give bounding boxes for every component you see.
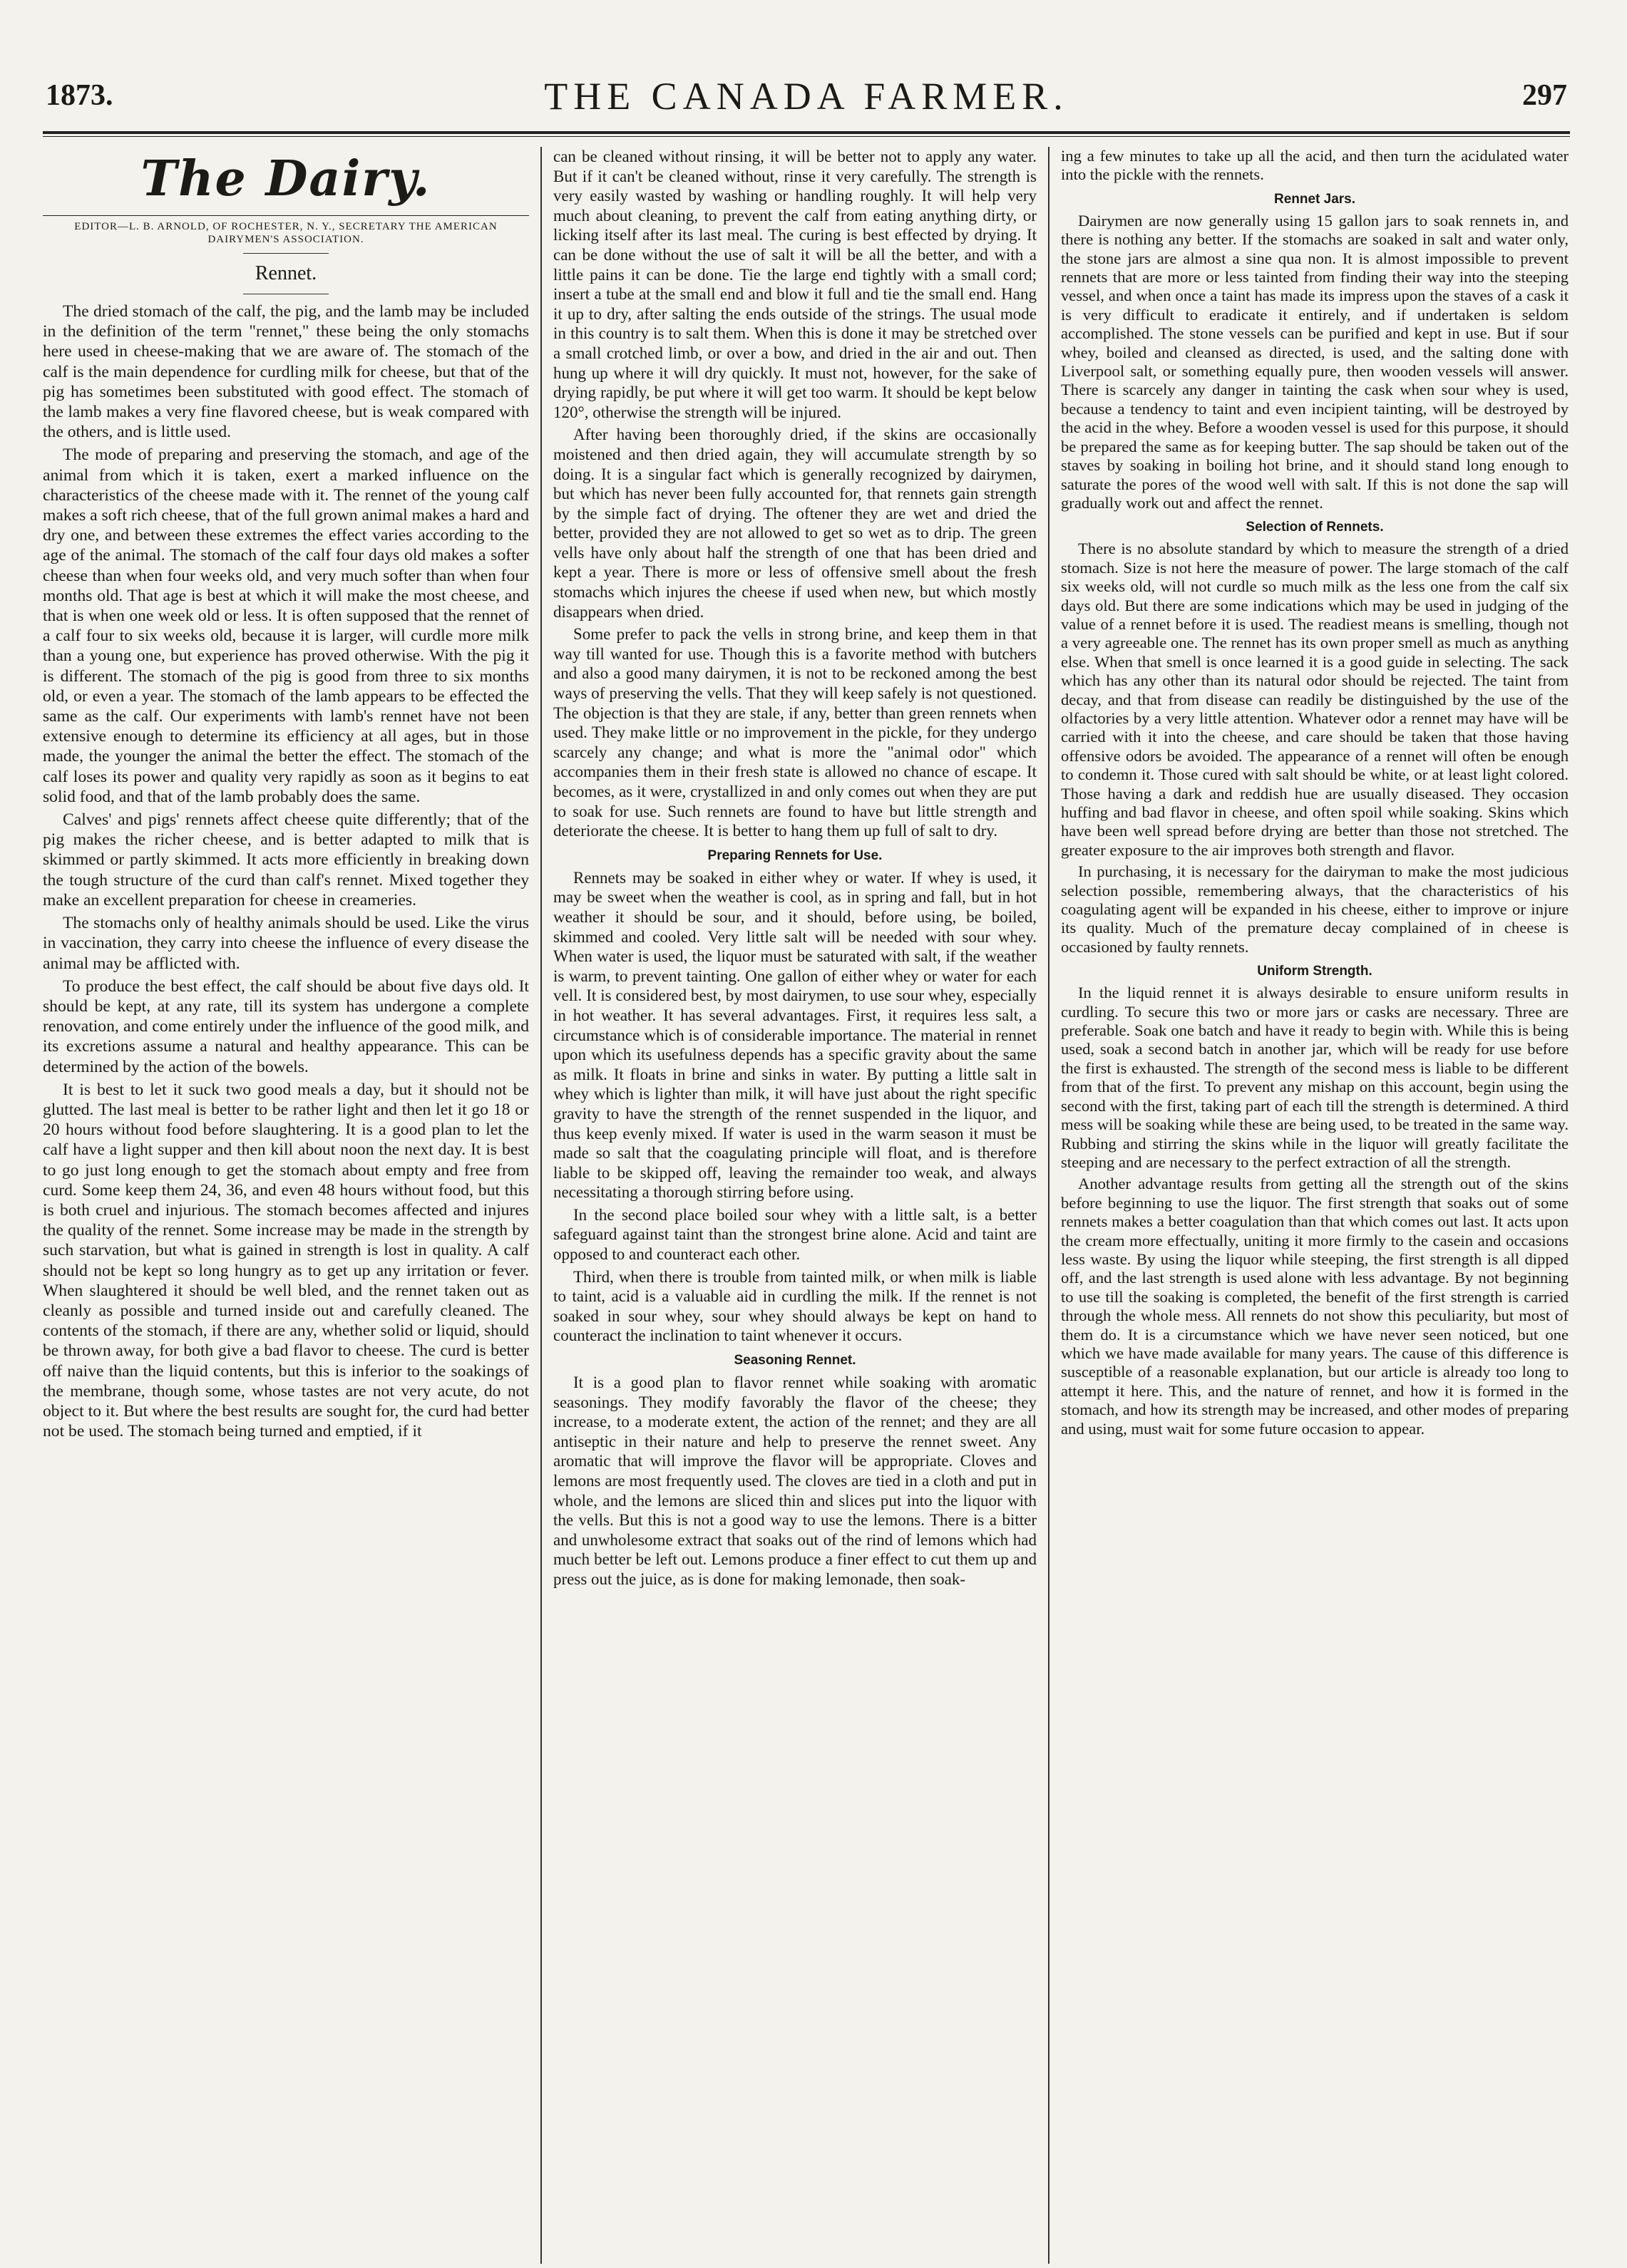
paragraph: The stomachs only of healthy animals should be used. Like the virus in vaccination, they carry into cheese the influence of every disease the animal may be afflicted with.: [43, 914, 529, 973]
column-2: [542, 147, 1049, 2264]
paragraph: There is no absolute standard by which to measure the strength of a dried stomach. Size is not here the measure of power. The large stomach of the calf six weeks old, will not curdle so much milk as the less one from the calf six days old. But there are some indications which may be used in judging of the value of a rennet before it is used. The readiest means is smelling, though not a very agreeable one. The rennet has its own proper smell as much as anything else. When that smell is once learned it is a good guide in selecting. The sack which has any other than its natural odor should be rejected. The taint from decay, and that from disease can readily be distinguished by the use of the olfactories by a very little attention. Whatever odor a rennet may have will be carried with it into the cheese, and care should be taken that those having offensive odors be avoided. The appearance of a rennet will often be enough to condemn it. Those cured with salt should be white, or at least light colored. Those having a dark and reddish hue are usually diseased. They occasion huffing and bad flavor in cheese, and often spoil while soaking. Skins which have been well spread before drying are better than those not stretched. The greater exposure to the air improves both strength and flavor.: [1061, 540, 1569, 859]
paragraph: After having been thoroughly dried, if the skins are occasionally moistened and then dried again, they will accumulate strength by so doing. It is a singular fact which is generally recognized by dairymen, but which has never been fully accounted for, that rennets gain strength by the simple fact of drying. The oftener they are wet and dried the better, provided they are not allowed to get so wet as to drip. The green vells have only about half the strength of one that has been dried and kept a year. There is more or less of offensive smell about the fresh stomachs which injures the cheese if used when new, but which mostly disappears when dried.: [553, 426, 1037, 621]
paragraph: Another advantage results from getting all the strength out of the skins before beginning to use the liquor. The first strength that soaks out of some rennets makes a better coagulation than that which comes out last. It acts upon the cream more effectually, uniting it more firmly to the casein and occasions less waste. By using the liquor while steeping, the first strength is all dipped off, and the last strength is used alone with less advantage. By not beginning to use till the soaking is completed, the benefit of the first strength is carried through the whole mess. All rennets do not show this peculiarity, but most of them do. It is a circumstance which we have never seen noticed, but one which we have made available for many years. The cause of this difference is susceptible of a reasonable explanation, but our article is already too long to attempt it here. This, and the nature of rennet, and how it is formed in the stomach, and how its strength may be increased, and other modes of preparing and using, must wait for some future occasion to appear.: [1061, 1175, 1569, 1438]
article-title: Rennet.: [255, 262, 317, 284]
section-heading-seasoning: Seasoning Rennet.: [734, 1353, 856, 1368]
column-1: [43, 147, 542, 2264]
columns: [43, 147, 1570, 2264]
paragraph: Third, when there is trouble from tainted milk, or when milk is liable to taint, acid is a valuable aid in curdling the milk. If the rennet is not soaked in sour whey, sour whey should always be kept on hand to counteract the inclination to taint whenever it occurs.: [553, 1267, 1037, 1345]
publication-title: THE CANADA FARMER.: [544, 75, 1069, 118]
department-title: The Dairy.: [140, 150, 431, 207]
column-3: [1049, 147, 1569, 2264]
paragraph: In purchasing, it is necessary for the dairyman to make the most judicious selection possible, remembering always, that the characteristics of his coagulating agent will be expanded in his cheese, either to improve or injure its quality. Much of the premature decay complained of in cheese is occasioned by faulty rennets.: [1061, 862, 1569, 956]
paragraph: In the second place boiled sour whey with a little salt, is a better safeguard against taint than the strongest brine alone. Acid and taint are opposed to and counteract each other.: [553, 1205, 1037, 1264]
masthead-rule: [43, 131, 1570, 134]
divider: [243, 253, 329, 254]
section-heading-uniform: Uniform Strength.: [1257, 964, 1372, 979]
masthead-rule-thin: [43, 136, 1570, 137]
paragraph: In the liquid rennet it is always desirable to ensure uniform results in curdling. To secure this two or more jars or casks are necessary. Three are preferable. Soak one batch and have it ready to begin with. While this is being used, soak a second batch in another jar, which will be ready for use before the first is exhausted. The strength of the second mess is liable to be different from that of the first. To prevent any mishap on this account, begin using the second with the first, taking part of each till the strength is determined. A third mess will be soaking while these are being used, to be treated in the same way. Rubbing and stirring the skins while in the liquor will greatly facilitate the steeping and are necessary to the perfect extraction of all the strength.: [1061, 984, 1569, 1171]
paragraph: The mode of preparing and preserving the stomach, and age of the animal from which it is taken, exert a marked influence on the characteristics of the cheese made with it. The rennet of the young calf makes a soft rich cheese, that of the full grown animal makes a hard and dry one, and between these extremes the effect varies according to the age of the animal. The stomach of the calf four days old makes a softer cheese than when four weeks old, and very much softer than when four months old. That age is best at which it will make the most cheese, and that is when one week old or less. It is often supposed that the rennet of a calf four to six weeks old, because it is larger, will curdle more milk than a young one, but experience has proved otherwise. With the pig it is different. The stomach of the pig is good from three to six months old, or even a year. The stomach of the lamb appears to be effected the same as the calf. Our experiments with lamb's rennet have not been extensive enough to determine its efficiency at all ages, but in those made, the younger the animal the better the effect. The stomach of the calf loses its power and quality very rapidly as soon as it begins to eat solid food, and that of the lamb probably does the same.: [43, 445, 530, 806]
masthead: [43, 71, 1570, 128]
paragraph: It is a good plan to flavor rennet while soaking with aromatic seasonings. They modify favorably the flavor of the cheese; they increase, to a moderate extent, the action of the rennet; and they are all antiseptic in their nature and help to preserve the rennet sweet. Any aromatic that will improve the flavor will be appropriate. Cloves and lemons are most frequently used. The cloves are tied in a cloth and put in whole, and the lemons are sliced thin and slices put into the liquor with the vells. But this is not a good way to use the lemons. There is a bitter and unwholesome extract that soaks out of the rind of lemons which had much better be left out. Lemons produce a finer effect to cut them up and press out the juice, as is done for making lemonade, then soak-: [553, 1373, 1037, 1588]
paragraph: ing a few minutes to take up all the acid, and then turn the acidulated water into the pickle with the rennets.: [1061, 147, 1569, 184]
paragraph: To produce the best effect, the calf should be about five days old. It should be kept, at any rate, till its system has undergone a complete renovation, and come entirely under the influence of the good milk, and its excretions assume a natural and healthy appearance. This can be determined by the action of the bowels.: [43, 976, 529, 1076]
editor-line: EDITOR—L. B. ARNOLD, OF ROCHESTER, N. Y., SECRETARY THE AMERICAN DAIRYMEN'S ASSOCIATION.: [74, 221, 498, 245]
page-number: 297: [1522, 79, 1567, 112]
paragraph: Calves' and pigs' rennets affect cheese quite differently; that of the pig makes the richer cheese, and is better adapted to milk that is skimmed or partly skimmed. It acts more efficiently in breaking down the tough structure of the curd than calf's rennet. Mixed together they make an excellent preparation for cheese in creameries.: [43, 810, 529, 909]
paragraph: It is best to let it suck two good meals a day, but it should not be glutted. The last meal is better to be rather light and then let it go 18 or 20 hours without food before slaughtering. It is a good plan to let the calf have a light supper and then kill about noon the next day. It is best to go just long enough to get the stomach about empty and free from curd. Some keep them 24, 36, and even 48 hours without food, but this is both cruel and injurious. The stomach becomes affected and injures the quality of the rennet. Some increase may be made in the strength by such starvation, but what is gained in strength is lost in quality. A calf should not be kept so long hungry as to get up any irritation or fever. When slaughtered it should be well bled, and the rennet taken out as cleanly as possible and turned inside out and carefully cleaned. The contents of the stomach, if there are any, whether solid or liquid, should be thrown away, for both give a bad flavor to cheese. The curd is better off naive than the liquid contents, but this is inferior to the soakings of the membrane, though some, whose tastes are not very acute, do not object to it. But where the best results are sought for, the curd had better not be used. The stomach being turned and emptied, if it: [43, 1080, 529, 1441]
paragraph: The dried stomach of the calf, the pig, and the lamb may be included in the definition of the term "rennet," these being the only stomachs here used in cheese-making that we are aware of. The stomach of the calf is the main dependence for curdling milk for cheese, but that of the pig has sometimes been substituted with good effect. The stomach of the lamb makes a very fine flavored cheese, but is weak compared with the others, and is little used.: [43, 302, 529, 442]
issue-year: 1873.: [46, 79, 113, 112]
section-heading-preparing: Preparing Rennets for Use.: [707, 847, 883, 863]
paragraph: Dairymen are now generally using 15 gallon jars to soak rennets in, and there is nothing any better. If the stomachs are soaked in salt and water only, the stone jars are almost a sine qua non. It is almost impossible to prevent rennets that are more or less tainted from finding their way into the steeping vessel, and when once a taint has made its impress upon the staves of a cask it is very difficult to eradicate it entirely, and if undertaken is seldom accomplished. The stone vessels can be purified and kept in use. But if sour whey, boiled and cleansed as directed, is used, and the salting done with Liverpool salt, or something equally pure, then wooden vessels will answer. There is scarcely any danger in tainting the cask when sour whey is used, because a tendency to taint and even incipient tainting, will be destroyed by the acid in the whey. Before a wooden vessel is used for this purpose, it should be prepared the same as for keeping butter. The sap should be taken out of the staves by soaking in boiling hot brine, and it should stand long enough to saturate the pores of the wood well with salt. If this is not done the sap will gradually work out and affect the rennet.: [1061, 211, 1569, 512]
paragraph: Rennets may be soaked in either whey or water. If whey is used, it may be sweet when the weather is cool, as in spring and fall, but in hot weather it should be sour, and it should, before using, be boiled, skimmed and cooled. Very little salt will be needed with sour whey. When water is used, the liquor must be saturated with salt, if the weather is warm, to prevent tainting. One gallon of either whey or water for each vell. It is considered best, by most dairymen, to use sour whey, especially in hot weather. It has several advantages. First, it requires less salt, a circumstance which is of considerable importance. The material in rennet upon which its usefulness depends has a specific gravity about the same as milk. It floats in brine and sinks in water. By putting a little salt in whey which is lighter than milk, it will have just about the right specific gravity to have the strength of the rennet suspended in the liquor, and thus keep evenly mixed. If water is used in the warm season it must be made so salt that the coagulating principle will float, and is therefore liable to be skipped off, leaving the remainder too weak, and always necessitating a thorough stirring before using.: [553, 868, 1037, 1202]
paragraph: can be cleaned without rinsing, it will be better not to apply any water. But if it can't be cleaned without, rinse it very carefully. The strength is very easily wasted by washing or handling roughly. It will help very much about cleaning, to prevent the calf from eating anything dirty, or licking itself after its last meal. The curing is best effected by drying. It can be done without the use of salt it will be all the better, and with a little pains it can be done. Tie the large end tightly with a small cord; insert a tube at the small end and blow it full and tie the small end. Hang it up to dry, after salting the ends outside of the strings. The usual mode in this country is to salt them. When this is done it may be stretched over a small crotched limb, or over a bow, and dried in the air and out. Then hung up where it will dry quickly. It must not, however, for the sake of drying rapidly, be put where it will get too warm. It should be kept below 120°, otherwise the strength will be injured.: [553, 148, 1037, 421]
paragraph: Some prefer to pack the vells in strong brine, and keep them in that way till wanted for use. Though this is a favorite method with butchers and also a good many dairymen, it is not to be reckoned among the best ways of preserving the vells. That they will keep safely is not questioned. The objection is that they are stale, if any, better than green rennets when used. They make little or no improvement in the pickle, for they undergo scarcely any change; and what is more the "animal odor" which accompanies them in their fresh state is allowed no chance of escape. It becomes, as it were, crystallized in and only comes out when they are put to soak for use. Such rennets are found to have but little strength and deteriorate the cheese. It is better to hang them up full of salt to dry.: [553, 625, 1037, 840]
department-rule: [43, 215, 529, 216]
section-heading-jars: Rennet Jars.: [1273, 191, 1356, 207]
section-heading-selection: Selection of Rennets.: [1246, 520, 1384, 535]
